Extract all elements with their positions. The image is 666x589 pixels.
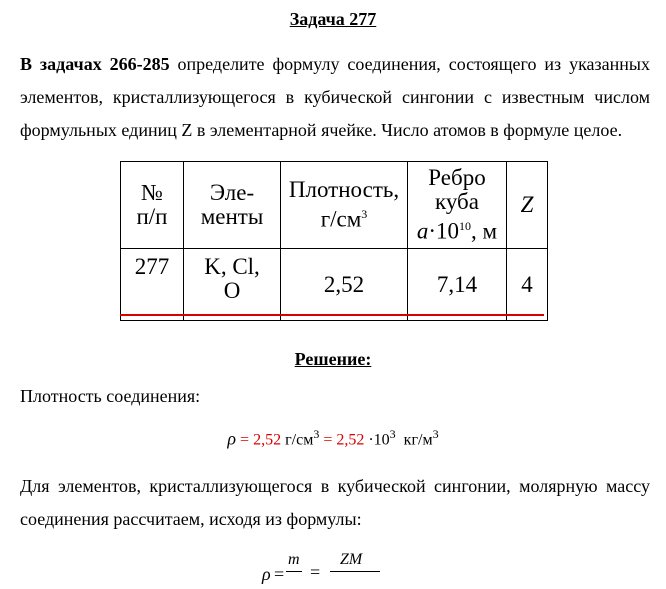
paragraph-line-1: Для элементов, кристаллизующегося в кубической сингонии, молярную массу bbox=[20, 476, 650, 496]
molar-mass-formula: ρ = m = ZM bbox=[262, 549, 402, 589]
cell-z: 4 bbox=[507, 249, 548, 321]
problem-title: Задача 277 bbox=[289, 9, 377, 29]
table-header-row bbox=[121, 162, 548, 249]
header-density: Плотность, $г/см^3$ bbox=[281, 162, 408, 249]
statement-bold: В задачах 266-285 bbox=[20, 54, 170, 74]
cell-elements: K, Cl, O bbox=[184, 249, 281, 321]
data-table bbox=[120, 161, 548, 321]
header-cube-edge: Ребро куба $a\cdot 10^{10}$, м bbox=[408, 162, 507, 249]
statement-line-1-rest: определите формулу соединения, состоящего из указанных bbox=[169, 54, 650, 74]
statement-line-2: элементов, кристаллизующегося в кубической сингонии с известным числом bbox=[20, 87, 650, 107]
cell-cube-edge: 7,14 bbox=[408, 249, 507, 321]
paragraph-line-2: соединения рассчитаем, исходя из формулы: bbox=[20, 509, 362, 529]
problem-statement bbox=[20, 48, 650, 147]
density-label: Плотность соединения: bbox=[20, 386, 201, 406]
solution-title: Решение: bbox=[294, 349, 372, 369]
molar-mass-paragraph bbox=[20, 470, 650, 536]
header-number: № п/п bbox=[121, 162, 184, 249]
table-red-underline bbox=[120, 314, 544, 316]
statement-line-3: формульных единиц Z в элементарной ячейке. Число атомов в формуле целое. bbox=[20, 120, 623, 140]
header-elements: Эле- менты bbox=[184, 162, 281, 249]
table-row bbox=[121, 249, 548, 321]
density-formula: ρ = 2,52 $г/см^3 = 2,52 \cdot 10^3$ $кг/м^3$ bbox=[227, 427, 439, 449]
header-z: Z bbox=[507, 162, 548, 249]
statement-line-1 bbox=[20, 48, 650, 81]
cell-density: 2,52 bbox=[281, 249, 408, 321]
cell-number: 277 bbox=[121, 249, 184, 321]
